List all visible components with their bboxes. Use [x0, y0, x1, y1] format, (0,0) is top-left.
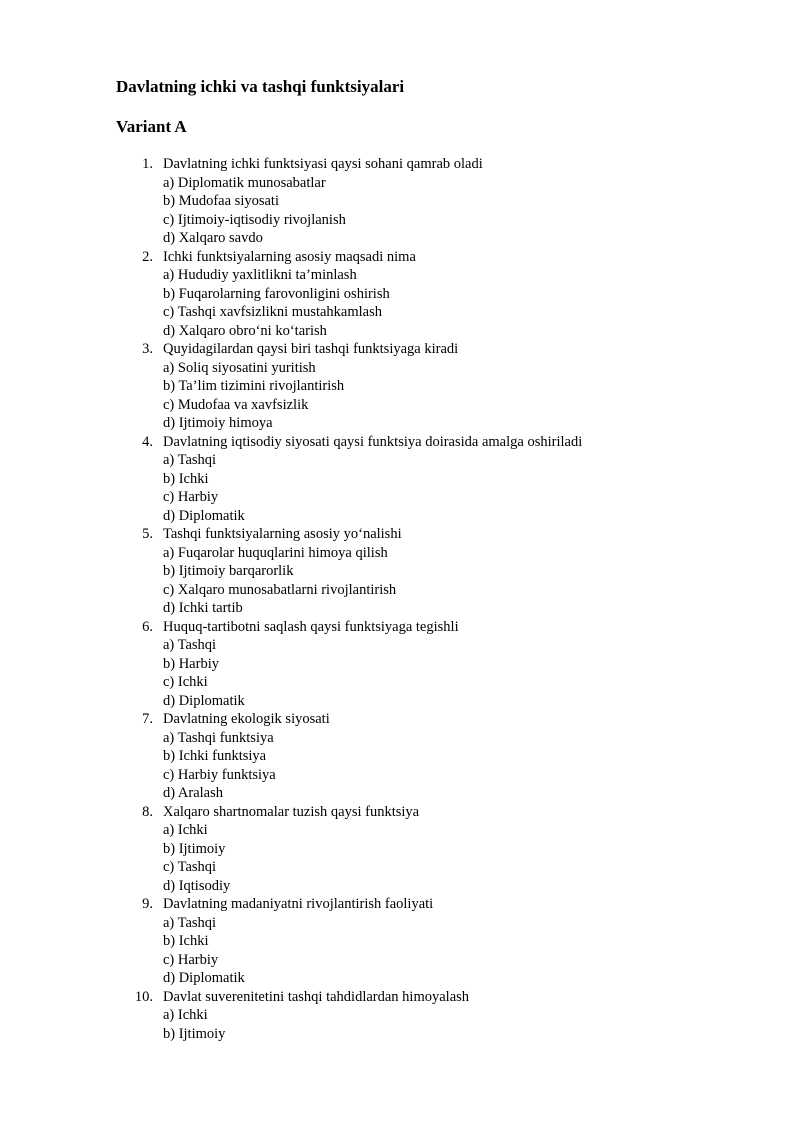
- question-text: Davlatning ekologik siyosati: [163, 711, 330, 727]
- answer-options: [163, 174, 756, 248]
- answer-option: b) Ijtimoiy: [163, 1025, 226, 1042]
- answer-option: c) Ichki: [163, 674, 208, 690]
- question-item: [116, 803, 756, 896]
- question-text: Tashqi funktsiyalarning asosiy yo‘nalishi: [163, 526, 402, 542]
- answer-options: [163, 1006, 756, 1043]
- question-number: 10.: [134, 988, 153, 1005]
- question-number: 8.: [142, 803, 153, 820]
- answer-options: [163, 544, 756, 618]
- answer-option: a) Tashqi: [163, 914, 217, 931]
- answer-option: a) Fuqarolar huquqlarini himoya qilish: [163, 544, 388, 561]
- question-number: 9.: [142, 896, 153, 912]
- answer-option: d) Xalqaro obro‘ni ko‘tarish: [163, 322, 327, 339]
- answer-option: c) Xalqaro munosabatlarni rivojlantirish: [163, 581, 397, 598]
- answer-option: d) Diplomatik: [163, 970, 245, 986]
- answer-option: d) Ichki tartib: [163, 600, 243, 616]
- question-item: [116, 895, 756, 988]
- answer-option: a) Tashqi: [163, 452, 217, 468]
- answer-option: a) Hududiy yaxlitlikni ta’minlash: [163, 267, 357, 283]
- answer-options: [163, 729, 756, 803]
- question-list: [116, 155, 756, 1043]
- question-text: Xalqaro shartnomalar tuzish qaysi funktsiya: [163, 803, 420, 820]
- answer-option: a) Tashqi: [163, 637, 217, 653]
- question-number: 7.: [142, 711, 153, 727]
- answer-options: [163, 266, 756, 340]
- answer-option: d) Aralash: [163, 785, 223, 801]
- answer-option: b) Ta’lim tizimini rivojlantirish: [163, 378, 345, 394]
- answer-option: a) Diplomatik munosabatlar: [163, 174, 326, 191]
- answer-option: b) Mudofaa siyosati: [163, 193, 279, 209]
- question-item: [116, 618, 756, 711]
- answer-options: [163, 451, 756, 525]
- question-text: Ichki funktsiyalarning asosiy maqsadi nima: [163, 248, 416, 265]
- answer-options: [163, 359, 756, 433]
- question-item: [116, 340, 756, 433]
- answer-option: b) Ichki: [163, 470, 209, 487]
- answer-options: [163, 914, 756, 988]
- question-number: 1.: [142, 156, 153, 172]
- answer-option: b) Ijtimoiy barqarorlik: [163, 563, 294, 579]
- answer-options: [163, 636, 756, 710]
- question-text: Davlatning iqtisodiy siyosati qaysi funktsiya doirasida amalga oshiriladi: [163, 433, 583, 450]
- question-item: [116, 710, 756, 803]
- answer-option: c) Ijtimoiy-iqtisodiy rivojlanish: [163, 211, 346, 228]
- question-text: Huquq-tartibotni saqlash qaysi funktsiyaga tegishli: [163, 618, 459, 635]
- question-text: Davlatning ichki funktsiyasi qaysi sohani qamrab oladi: [163, 156, 483, 172]
- answer-option: b) Ichki: [163, 933, 209, 949]
- answer-option: d) Diplomatik: [163, 507, 245, 524]
- question-item: [116, 433, 756, 526]
- answer-option: c) Harbiy: [163, 489, 219, 505]
- question-item: [116, 988, 756, 1044]
- answer-option: d) Xalqaro savdo: [163, 230, 263, 246]
- answer-option: b) Ijtimoiy: [163, 840, 226, 857]
- answer-option: d) Ijtimoiy himoya: [163, 415, 273, 431]
- answer-option: a) Soliq siyosatini yuritish: [163, 359, 316, 376]
- variant-heading: Variant A: [116, 117, 187, 136]
- answer-option: c) Tashqi xavfsizlikni mustahkamlash: [163, 304, 382, 320]
- question-text: Quyidagilardan qaysi biri tashqi funktsiyaga kiradi: [163, 341, 459, 357]
- question-number: 6.: [142, 618, 153, 635]
- question-item: [116, 248, 756, 341]
- question-number: 4.: [142, 433, 153, 450]
- answer-option: b) Harbiy: [163, 655, 219, 672]
- answer-option: b) Ichki funktsiya: [163, 748, 267, 764]
- answer-option: b) Fuqarolarning farovonligini oshirish: [163, 285, 390, 302]
- answer-option: a) Tashqi funktsiya: [163, 729, 274, 746]
- question-number: 5.: [142, 526, 153, 542]
- document-title: Davlatning ichki va tashqi funktsiyalari: [116, 77, 405, 96]
- answer-option: a) Ichki: [163, 1007, 208, 1023]
- answer-options: [163, 821, 756, 895]
- question-number: 2.: [142, 248, 153, 265]
- question-text: Davlatning madaniyatni rivojlantirish faoliyati: [163, 896, 434, 912]
- answer-option: d) Iqtisodiy: [163, 877, 231, 894]
- answer-option: c) Harbiy funktsiya: [163, 766, 276, 783]
- question-text: Davlat suverenitetini tashqi tahdidlardan himoyalash: [163, 988, 470, 1005]
- question-item: [116, 155, 756, 248]
- question-item: [116, 525, 756, 618]
- answer-option: a) Ichki: [163, 822, 208, 838]
- answer-option: d) Diplomatik: [163, 692, 245, 709]
- answer-option: c) Harbiy: [163, 951, 219, 968]
- answer-option: c) Mudofaa va xavfsizlik: [163, 396, 309, 413]
- question-number: 3.: [142, 341, 153, 357]
- answer-option: c) Tashqi: [163, 859, 217, 875]
